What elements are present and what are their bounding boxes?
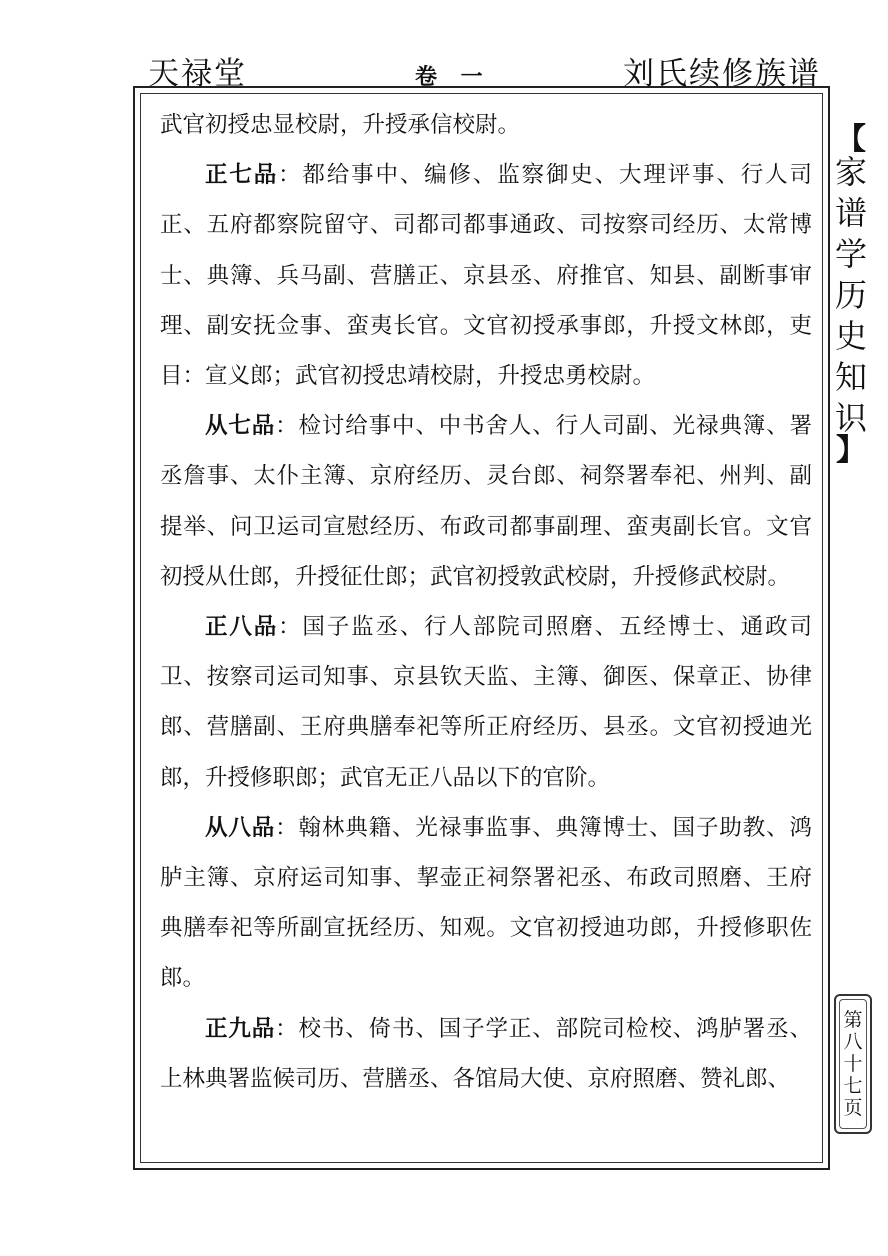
paragraph — [160, 150, 812, 401]
paragraph-text: ：检讨给事中、中书舍人、行人司副、光禄典簿、署丞詹事、太仆主簿、京府经历、灵台郎、祠祭署奉祀、州判、副提举、问卫运司宣慰经历、布政司都事副理、蛮夷副长官。文官初授从仕郎，升授征仕郎；武官初授敦武校尉，升授修武校尉。 — [160, 413, 812, 590]
page-number-tab — [834, 994, 872, 1134]
side-title-char: 历 — [834, 276, 867, 314]
side-title-char: 知 — [834, 358, 867, 396]
grade-label: 正七品 — [205, 162, 279, 189]
paragraph — [160, 803, 812, 1004]
paragraph — [160, 401, 812, 602]
side-section-title — [829, 122, 873, 468]
page-number-char: 七 — [843, 1075, 863, 1097]
side-title-char: 史 — [834, 317, 867, 355]
grade-label: 正九品 — [205, 1015, 276, 1042]
side-title-char: 家 — [834, 153, 867, 191]
close-bracket: 】 — [836, 433, 866, 468]
side-title-char: 识 — [834, 399, 867, 437]
paragraph — [160, 1004, 812, 1104]
paragraph — [160, 100, 812, 150]
side-title-char: 谱 — [834, 194, 867, 232]
page-number-char: 十 — [843, 1053, 863, 1075]
paragraph-text: ：校书、倚书、国子学正、部院司检校、鸿胪署丞、上林典署监候司历、营膳丞、各馆局大使、京府照磨、赞礼郎、 — [160, 1015, 812, 1092]
grade-label: 正八品 — [205, 614, 279, 641]
paragraph — [160, 602, 812, 803]
page-number-char: 第 — [843, 1009, 863, 1031]
header-hall-name: 天禄堂 — [148, 56, 247, 92]
paragraph-text: ：都给事中、编修、监察御史、大理评事、行人司正、五府都察院留守、司都司都事通政、司按察司经历、太常博士、典簿、兵马副、营膳正、京县丞、府推官、知县、副断事审理、副安抚佥事、蛮夷长官。文官初授承事郎，升授文林郎，吏目：宣义郎；武官初授忠靖校尉，升授忠勇校尉。 — [160, 162, 812, 390]
open-bracket: 【 — [836, 122, 866, 157]
paragraph-text: ：翰林典籍、光禄事监事、典簿博士、国子助教、鸿胪主簿、京府运司知事、挈壶正祠祭署祀丞、布政司照磨、王府典膳奉祀等所副宣抚经历、知观。文官初授迪功郎，升授修职佐郎。 — [160, 814, 812, 992]
grade-label: 从七品 — [205, 413, 276, 440]
grade-label: 从八品 — [205, 814, 276, 841]
side-title-char: 学 — [834, 235, 867, 273]
body-text — [160, 100, 812, 1104]
header-volume: 卷 一 — [415, 64, 491, 90]
header-book-title: 刘氏续修族谱 — [623, 56, 821, 92]
paragraph-text: ：国子监丞、行人部院司照磨、五经博士、通政司卫、按察司运司知事、京县钦天监、主簿、御医、保章正、协律郎、营膳副、王府典膳奉祀等所正府经历、县丞。文官初授迪光郎，升授修职郎；武官无正八品以下的官阶。 — [160, 614, 812, 791]
page-number-char: 八 — [843, 1031, 863, 1053]
page-number-char: 页 — [843, 1097, 863, 1119]
paragraph-text: 武官初授忠显校尉，升授承信校尉。 — [160, 112, 521, 138]
